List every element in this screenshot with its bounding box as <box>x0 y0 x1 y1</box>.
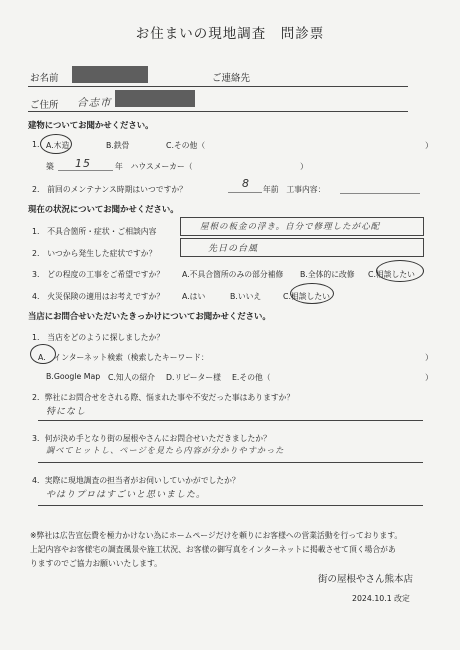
revision-date: 2024.10.1 改定 <box>352 594 410 603</box>
footer-note-3: りますのでご協力お願いいたします。 <box>30 559 162 568</box>
address-label: ご住所 <box>30 100 59 111</box>
option-google-map[interactable]: B.Google Map <box>46 372 101 381</box>
answer-line-q4 <box>38 505 423 506</box>
current-q2: 2. いつから発生した症状ですか？ <box>32 249 157 258</box>
option-wood[interactable]: A.木造 <box>46 141 70 150</box>
section-building: 建物についてお聞かせください。 <box>28 120 154 130</box>
current-q1: 1. 不具合箇所・症状・ご相談内容 <box>32 227 157 236</box>
selected-circle-q3 <box>376 260 424 282</box>
symptom-answer: 屋根の板金の浮き。自分で修理したが心配 <box>200 222 381 232</box>
option-partial-repair[interactable]: A.不具合箇所のみの部分補修 <box>182 270 284 279</box>
option-referral[interactable]: C.知人の紹介 <box>108 373 155 382</box>
age-value: 15 <box>75 157 91 170</box>
name-underline <box>28 86 408 87</box>
option-internet-search[interactable]: A. インターネット検索（検索したキーワード： <box>38 353 209 362</box>
answer-line-q2 <box>38 420 423 421</box>
address-underline <box>28 111 408 112</box>
years-underline <box>228 192 262 193</box>
option-consult-work[interactable]: C.相談したい <box>368 270 415 279</box>
option-other-source[interactable]: E.その他（ <box>232 373 271 382</box>
option-insurance-yes[interactable]: A.はい <box>182 292 206 301</box>
footer-note-1: ※弊社は広告宣伝費を極力かけない為にホームページだけを頼りにお客様への営業活動を行っております。 <box>30 531 403 540</box>
trigger-q2-answer: 特になし <box>46 407 87 417</box>
selected-circle-search <box>30 344 56 364</box>
option-steel[interactable]: B.鉄骨 <box>106 141 130 150</box>
contact-label: ご連絡先 <box>212 73 251 84</box>
answer-line-q3 <box>38 462 423 463</box>
close-paren: ） <box>425 141 433 150</box>
option-full-renovation[interactable]: B.全体的に改修 <box>300 270 355 279</box>
option-other[interactable]: C.その他（ <box>166 141 206 150</box>
section-current: 現在の状況についてお聞かせください。 <box>28 204 179 214</box>
address-handwritten: 合志市 <box>77 97 112 109</box>
option-repeat-customer[interactable]: D.リピーター様 <box>166 373 221 382</box>
trigger-q4-answer: やはりプロはすごいと思いました。 <box>46 490 207 500</box>
name-label: お名前 <box>30 73 59 84</box>
close-paren-4: ） <box>425 373 433 382</box>
current-q3: 3. どの程度の工事をご希望ですか？ <box>32 270 165 279</box>
shop-name: 街の屋根やさん熊本店 <box>318 574 414 585</box>
close-paren-2: ） <box>300 162 308 171</box>
redacted-address <box>115 90 195 107</box>
close-paren-3: ） <box>425 353 433 362</box>
age-prefix: 築 <box>46 162 54 171</box>
building-q2-suffix: 年前 工事内容： <box>263 185 326 194</box>
section-trigger: 当店にお問合せいただいたきっかけについてお聞かせください。 <box>28 311 271 321</box>
onset-answer: 先日の台風 <box>208 244 259 254</box>
building-q1-number: 1. <box>32 140 40 149</box>
footer-note-2: 上記内容やお客様宅の調査風景や施工状況、お客様の御写真をインターネットに掲載させて頂く場合があ <box>30 545 396 554</box>
trigger-q1: 1. 当店をどのように探しましたか？ <box>32 333 165 342</box>
trigger-q3-answer: 調べてヒットし、ページを見たら内容が分かりやすかった <box>46 445 285 455</box>
current-q4: 4. 火災保険の適用はお考えですか？ <box>32 292 165 301</box>
maintenance-years: 8 <box>242 177 250 190</box>
option-insurance-consult[interactable]: C.相談したい <box>283 292 330 301</box>
page-title: お住まいの現地調査 問診票 <box>135 26 325 42</box>
age-suffix: 年 ハウスメーカー（ <box>115 162 193 171</box>
redacted-name <box>72 66 148 83</box>
trigger-q2: 2．弊社にお問合せをされる際、悩まれた事や不安だった事はありますか？ <box>32 393 295 402</box>
option-insurance-no[interactable]: B.いいえ <box>230 292 262 301</box>
selected-circle-q4 <box>290 283 334 304</box>
trigger-q4: 4．実際に現地調査の担当者がお伺いしていかがでしたか？ <box>32 476 240 485</box>
age-underline <box>58 170 113 171</box>
building-q2: 2. 前回のメンテナンス時期はいつですか？ <box>32 185 187 194</box>
work-underline <box>340 193 420 194</box>
trigger-q3: 3．何が決め手となり街の屋根やさんにお問合せいただきましたか？ <box>32 434 271 443</box>
selected-circle <box>40 134 72 154</box>
